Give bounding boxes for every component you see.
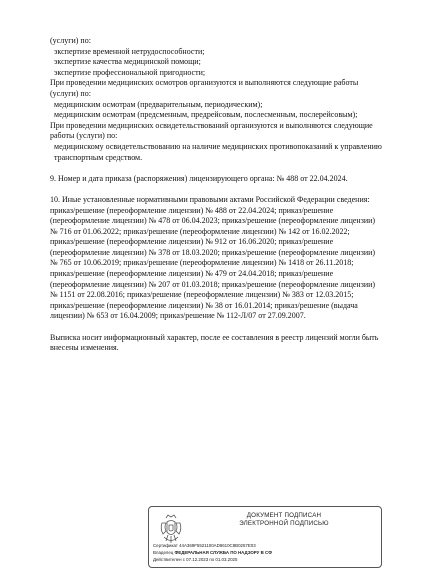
text-line: экспертизе качества медицинской помощи; xyxy=(54,57,201,67)
text-line: № 716 от 01.06.2022; приказ/решение (переоформление лицензии) № 142 от 16.02.2022; xyxy=(50,226,350,236)
text-line: приказ/решение (переоформление лицензии) № 479 от 24.04.2018; приказ/решение xyxy=(50,269,334,279)
stamp-owner-row xyxy=(153,550,272,556)
document-body xyxy=(50,36,402,354)
text-line: (услуги) по: xyxy=(50,88,91,98)
text-line: транспортным средством. xyxy=(54,152,143,162)
text-line: 10. Иные установленные нормативными правовыми актами Российской Федерации сведения: xyxy=(50,194,370,204)
text-line: приказ/решение (переоформление лицензии) № 38 от 16.01.2014; приказ/решение (выдача xyxy=(50,300,358,310)
text-line: лицензии) № 653 от 16.04.2009; приказ/решение № 112-Л/07 от 27.09.2007. xyxy=(50,311,306,321)
electronic-signature-stamp xyxy=(148,506,382,568)
stamp-title-line2: ЭЛЕКТРОННОЙ ПОДПИСЬЮ xyxy=(239,520,329,527)
text-line: экспертизе профессиональной пригодности; xyxy=(54,67,206,77)
stamp-title-line1: ДОКУМЕНТ ПОДПИСАН xyxy=(246,512,322,519)
text-line: 9. Номер и дата приказа (распоряжения) лицензирующего органа: № 488 от 22.04.2024. xyxy=(50,173,348,183)
text-line: медицинским осмотрам (предварительным, периодическим); xyxy=(54,99,263,109)
paragraph-order-number xyxy=(50,174,402,185)
text-line: приказ/решение (переоформление лицензии) № 488 от 22.04.2024; приказ/решение xyxy=(50,205,334,215)
stamp-validity: Действителен с 07.12.2023 по 01.03.2025 xyxy=(153,557,238,562)
text-line: № 765 от 10.06.2019; приказ/решение (переоформление лицензии) № 1418 от 26.11.2018; xyxy=(50,258,354,268)
text-line: (переоформление лицензии) № 478 от 06.04.2023; приказ/решение (переоформление лицензии) xyxy=(50,216,376,226)
stamp-owner: ФЕДЕРАЛЬНАЯ СЛУЖБА ПО НАДЗОРУ В СФ xyxy=(174,550,272,555)
text-line: экспертизе временной нетрудоспособности; xyxy=(54,46,205,56)
text-line: медицинским осмотрам (предсменным, предрейсовым, послесменным, послерейсовым); xyxy=(54,110,358,120)
stamp-owner-label: Владелец xyxy=(153,550,174,555)
text-line: (переоформление лицензии) № 378 от 18.03.2020; приказ/решение (переоформление лицензии) xyxy=(50,247,376,257)
text-line: работы (услуги) по: xyxy=(50,131,118,141)
stamp-certificate: Сертификат 44A369F5521100AD8610C8B0257E03 xyxy=(153,543,256,548)
text-line: Выписка носит информационный характер, после ее составления в реестр лицензий могли быть xyxy=(50,332,379,342)
text-line: № 1151 от 22.08.2016; приказ/решение (переоформление лицензии) № 383 от 12.03.2015; xyxy=(50,290,354,300)
coat-of-arms-icon xyxy=(158,513,184,545)
paragraph-disclaimer xyxy=(50,333,402,354)
text-line: (переоформление лицензии) № 207 от 01.03.2018; приказ/решение (переоформление лицензии) xyxy=(50,279,376,289)
text-line: При проведении медицинских осмотров организуются и выполняются следующие работы xyxy=(50,78,359,88)
text-line: внесены изменения. xyxy=(50,343,119,353)
paragraph-services xyxy=(50,36,402,163)
text-line: При проведении медицинских освидетельствований организуются и выполняются следующие xyxy=(50,120,373,130)
text-line: (услуги) по: xyxy=(50,36,91,45)
paragraph-other-info xyxy=(50,195,402,322)
text-line: приказ/решение (переоформление лицензии) № 912 от 16.06.2020; приказ/решение xyxy=(50,237,334,247)
text-line: медицинскому освидетельствованию на наличие медицинских противопоказаний к управлению xyxy=(54,141,382,151)
